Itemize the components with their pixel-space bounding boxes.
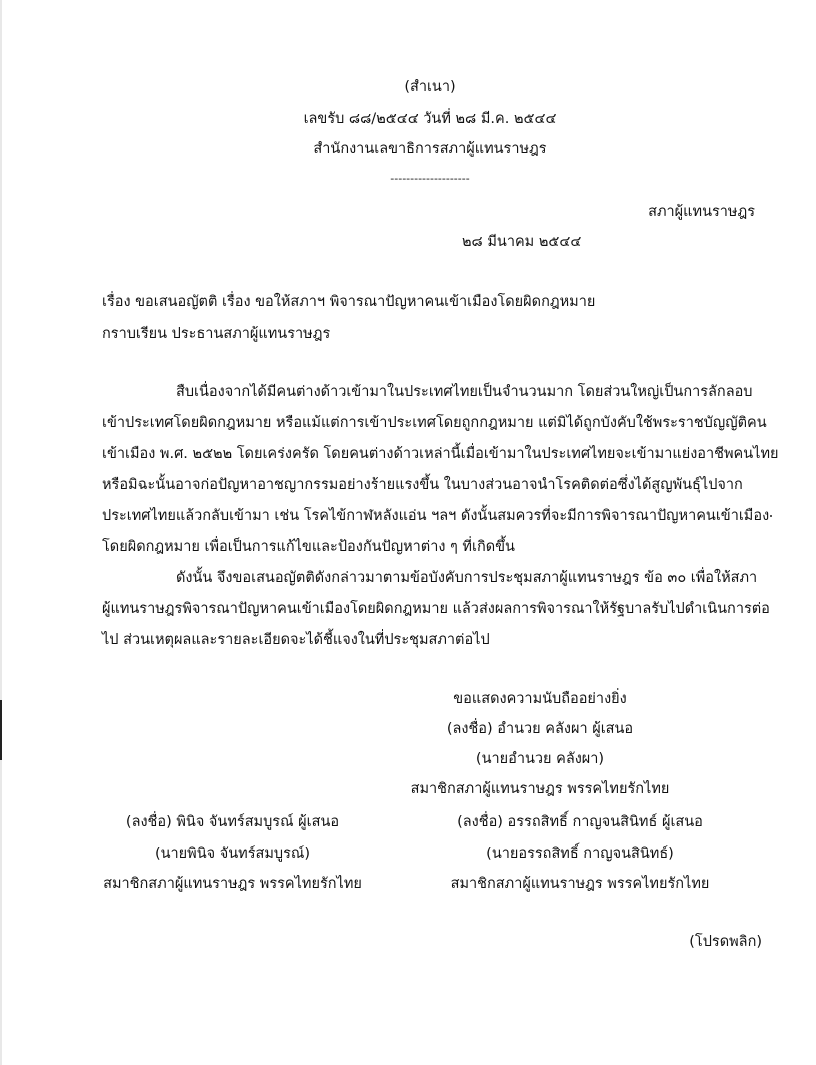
- body-p1-line-4: หรือมิฉะนั้นอาจก่อปัญหาอาชญากรรมอย่างร้ายแรงขึ้น ในบางส่วนอาจนำโรคติดต่อซึ่งได้สูญพันธุ์ไปจาก: [102, 477, 743, 493]
- date-line: ๒๘ มีนาคม ๒๕๔๔: [462, 234, 582, 250]
- signer3-sign: (ลงชื่อ) อรรถสิทธิ์ กาญจนสินิทธ์ ผู้เสนอ: [457, 814, 703, 830]
- scan-edge-mark: [0, 700, 2, 760]
- signer2-sign: (ลงชื่อ) พินิจ จันทร์สมบูรณ์ ผู้เสนอ: [125, 814, 340, 830]
- copy-mark: (สำเนา): [404, 79, 456, 95]
- signer2-name: (นายพินิจ จันทร์สมบูรณ์): [154, 846, 311, 862]
- signer1-sign: (ลงชื่อ) อำนวย คลังผา ผู้เสนอ: [446, 721, 634, 737]
- receipt-number: เลขรับ ๘๘/๒๕๔๔ วันที่ ๒๘ มี.ค. ๒๕๔๔: [303, 111, 557, 127]
- signer1-name: (นายอำนวย คลังผา): [475, 751, 605, 767]
- body-p1-line-2: เข้าประเทศโดยผิดกฎหมาย หรือแม้แต่การเข้าประเทศโดยถูกกฎหมาย แต่มิได้ถูกบังคับใช้พระราชบัญญัติคน: [102, 415, 767, 431]
- body-p2-line-2: ผู้แทนราษฎรพิจารณาปัญหาคนเข้าเมืองโดยผิดกฎหมาย แล้วส่งผลการพิจารณาให้รัฐบาลรับไปดำเนินการต่อ: [102, 601, 770, 617]
- body-p2-line-1: ดังนั้น จึงขอเสนอญัตติดังกล่าวมาตามข้อบังคับการประชุมสภาผู้แทนราษฎร ข้อ ๓๐ เพื่อให้สภา: [176, 570, 758, 586]
- scan-speck: [770, 515, 772, 517]
- subject-line: เรื่อง ขอเสนอญัตติ เรื่อง ขอให้สภาฯ พิจารณาปัญหาคนเข้าเมืองโดยผิดกฎหมาย: [102, 294, 596, 310]
- place-line: สภาผู้แทนราษฎร: [648, 204, 755, 220]
- body-p2-line-3: ไป ส่วนเหตุผลและรายละเอียดจะได้ชี้แจงในที่ประชุมสภาต่อไป: [102, 632, 490, 648]
- salutation-line: กราบเรียน ประธานสภาผู้แทนราษฎร: [102, 326, 331, 342]
- turn-over-note: (โปรดพลิก): [689, 934, 762, 950]
- scan-edge: [0, 0, 2, 1065]
- office-name: สำนักงานเลขาธิการสภาผู้แทนราษฎร: [313, 141, 547, 157]
- signer2-position: สมาชิกสภาผู้แทนราษฎร พรรคไทยรักไทย: [103, 876, 362, 892]
- body-p1-line-5: ประเทศไทยแล้วกลับเข้ามา เช่น โรคไข้กาฬหลังแอ่น ฯลฯ ดังนั้นสมควรที่จะมีการพิจารณาปัญหาคนเข้าเมือง: [102, 508, 770, 524]
- body-p1-line-3: เข้าเมือง พ.ศ. ๒๕๒๒ โดยเคร่งครัด โดยคนต่างด้าวเหล่านี้เมื่อเข้ามาในประเทศไทยจะเข้ามาแย่งอาชีพคนไทย: [102, 446, 779, 462]
- header-separator: --------------------: [390, 172, 470, 185]
- signer1-position: สมาชิกสภาผู้แทนราษฎร พรรคไทยรักไทย: [410, 781, 670, 797]
- closing-line: ขอแสดงความนับถืออย่างยิ่ง: [453, 691, 627, 707]
- signer3-position: สมาชิกสภาผู้แทนราษฎร พรรคไทยรักไทย: [450, 876, 710, 892]
- signer3-name: (นายอรรถสิทธิ์ กาญจนสินิทธ์): [486, 846, 674, 862]
- body-p1-line-1: สืบเนื่องจากได้มีคนต่างด้าวเข้ามาในประเทศไทยเป็นจำนวนมาก โดยส่วนใหญ่เป็นการลักลอบ: [176, 384, 753, 400]
- body-p1-line-6: โดยผิดกฎหมาย เพื่อเป็นการแก้ไขและป้องกันปัญหาต่าง ๆ ที่เกิดขึ้น: [102, 539, 515, 555]
